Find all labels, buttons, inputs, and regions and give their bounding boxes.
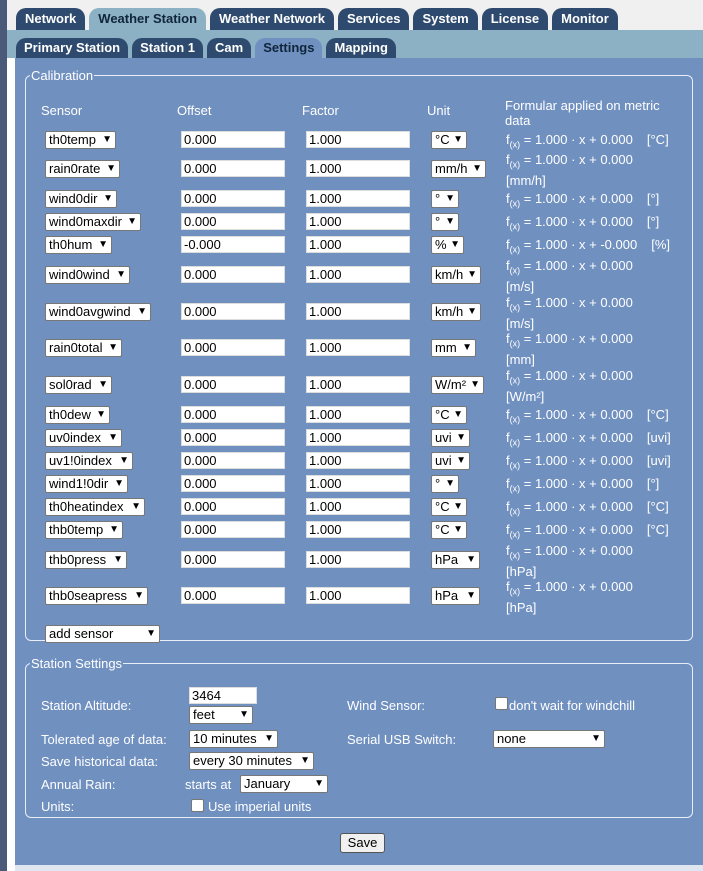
formula-text — [506, 132, 669, 153]
altitude-input[interactable]: 3464 — [189, 687, 257, 704]
chevron-down-icon: ▼ — [467, 269, 477, 280]
sensor-select[interactable] — [45, 521, 123, 539]
unit-value: uvi — [435, 453, 452, 468]
formula-text — [506, 407, 669, 428]
unit-select[interactable] — [431, 236, 464, 254]
chevron-down-icon: ▼ — [467, 306, 477, 317]
formula-f: f — [506, 258, 510, 273]
factor-input[interactable]: 1.000 — [306, 498, 410, 515]
offset-input[interactable]: 0.000 — [181, 131, 285, 148]
unit-value: ° — [435, 191, 441, 206]
formula-unit: [°C] — [646, 132, 669, 147]
header-formula-line2: data — [505, 113, 531, 128]
chevron-down-icon: ▼ — [119, 455, 129, 466]
formula-expression: = 1.000 · x + 0.000 — [520, 214, 633, 229]
annual-rain-month-value: January — [244, 776, 291, 791]
formula-text — [506, 476, 659, 497]
chevron-down-icon: ▼ — [98, 379, 108, 390]
formula-sub: (x) — [509, 550, 521, 561]
unit-select[interactable] — [431, 376, 484, 394]
sensor-value: th0hum — [49, 237, 93, 252]
formula-text — [506, 191, 659, 212]
sensor-value: rain0rate — [49, 161, 101, 176]
offset-input[interactable]: -0.000 — [181, 236, 285, 253]
unit-value: W/m² — [435, 377, 467, 392]
formula-sub: (x) — [509, 414, 521, 425]
unit-select[interactable] — [431, 406, 467, 424]
factor-input[interactable]: 1.000 — [306, 303, 410, 320]
chevron-down-icon: ▼ — [131, 501, 141, 512]
formula-unit: [uvi] — [646, 430, 671, 445]
offset-input[interactable]: 0.000 — [181, 429, 285, 446]
header-formula-line1: Formular applied on metric — [505, 98, 660, 113]
formula-unit: [m/s] — [506, 315, 535, 331]
offset-input[interactable]: 0.000 — [181, 498, 285, 515]
factor-input[interactable]: 1.000 — [306, 452, 410, 469]
formula-expression: = 1.000 · x + 0.000 — [520, 522, 633, 537]
units-label: Units: — [41, 799, 75, 814]
sensor-value: th0temp — [49, 132, 96, 147]
unit-select[interactable] — [431, 551, 480, 569]
formula-text — [506, 152, 633, 188]
save-button[interactable]: Save — [340, 833, 385, 853]
formula-text — [506, 295, 633, 331]
chevron-down-icon: ▼ — [146, 628, 156, 639]
unit-select[interactable] — [431, 213, 459, 231]
tab-weather-network[interactable]: Weather Network — [210, 8, 334, 30]
formula-sub: (x) — [509, 244, 521, 255]
formula-expression: = 1.000 · x + 0.000 — [520, 499, 633, 514]
formula-expression: = 1.000 · x + 0.000 — [520, 152, 633, 167]
formula-f: f — [506, 214, 510, 229]
offset-input[interactable]: 0.000 — [181, 213, 285, 230]
unit-value: km/h — [435, 267, 464, 282]
chevron-down-icon: ▼ — [127, 216, 137, 227]
sensor-value: wind0maxdir — [49, 214, 122, 229]
calibration-row — [26, 429, 694, 447]
sensor-select[interactable] — [45, 452, 133, 470]
header-formula — [505, 98, 660, 128]
unit-value: ° — [435, 214, 441, 229]
station-settings-fieldset — [25, 656, 693, 818]
formula-text — [506, 331, 633, 367]
header-unit: Unit — [427, 103, 451, 118]
unit-select[interactable] — [431, 303, 481, 321]
sensor-value: wind0dir — [49, 191, 98, 206]
formula-unit: [°] — [646, 191, 660, 206]
chevron-down-icon: ▼ — [470, 379, 480, 390]
formula-f: f — [506, 543, 510, 558]
chevron-down-icon: ▼ — [314, 778, 324, 789]
station-settings-legend: Station Settings — [31, 656, 123, 671]
chevron-down-icon: ▼ — [114, 478, 124, 489]
chevron-down-icon: ▼ — [116, 269, 126, 280]
chevron-down-icon: ▼ — [450, 239, 460, 250]
chevron-down-icon: ▼ — [106, 163, 116, 174]
unit-select[interactable] — [431, 521, 467, 539]
formula-expression: = 1.000 · x + 0.000 — [520, 295, 633, 310]
chevron-down-icon: ▼ — [445, 193, 455, 204]
formula-f: f — [506, 368, 510, 383]
formula-text — [506, 522, 669, 543]
chevron-down-icon: ▼ — [453, 134, 463, 145]
formula-f: f — [506, 331, 510, 346]
chevron-down-icon: ▼ — [456, 432, 466, 443]
formula-expression: = 1.000 · x + 0.000 — [520, 543, 633, 558]
chevron-down-icon: ▼ — [445, 216, 455, 227]
sensor-select[interactable] — [45, 236, 112, 254]
offset-input[interactable]: 0.000 — [181, 521, 285, 538]
chevron-down-icon: ▼ — [137, 306, 147, 317]
left-rail — [0, 0, 7, 871]
unit-value: mm — [435, 340, 457, 355]
formula-sub: (x) — [509, 375, 521, 386]
sensor-select[interactable] — [45, 160, 120, 178]
altitude-unit-value: feet — [193, 707, 215, 722]
formula-sub: (x) — [509, 460, 521, 471]
calibration-fieldset — [25, 68, 693, 641]
chevron-down-icon: ▼ — [453, 409, 463, 420]
formula-unit: [hPa] — [506, 599, 537, 615]
subtab-station-1[interactable]: Station 1 — [132, 38, 203, 58]
header-offset: Offset — [177, 103, 212, 118]
annual-rain-label: Annual Rain: — [41, 777, 116, 792]
offset-input[interactable]: 0.000 — [181, 303, 285, 320]
chevron-down-icon: ▼ — [456, 455, 466, 466]
formula-f: f — [506, 453, 510, 468]
calibration-row — [26, 236, 694, 254]
unit-value: °C — [435, 132, 450, 147]
formula-expression: = 1.000 · x + 0.000 — [520, 579, 633, 594]
unit-select[interactable] — [431, 339, 476, 357]
factor-input[interactable]: 1.000 — [306, 521, 410, 538]
formula-expression: = 1.000 · x + 0.000 — [520, 476, 633, 491]
formula-unit: [W/m²] — [506, 388, 545, 404]
formula-text — [506, 543, 633, 579]
sensor-value: wind0wind — [49, 267, 110, 282]
sensor-select[interactable] — [45, 131, 116, 149]
formula-expression: = 1.000 · x + 0.000 — [520, 258, 633, 273]
formula-expression: = 1.000 · x + 0.000 — [520, 453, 633, 468]
calibration-row — [26, 521, 694, 539]
historical-data-value: every 30 minutes — [193, 753, 292, 768]
formula-f: f — [506, 295, 510, 310]
altitude-unit-select[interactable] — [189, 706, 253, 724]
wind-sensor-label: Wind Sensor: — [347, 698, 426, 713]
chevron-down-icon: ▼ — [108, 432, 118, 443]
bottom-bar — [15, 865, 703, 871]
factor-input[interactable]: 1.000 — [306, 587, 410, 604]
formula-text — [506, 258, 633, 294]
sensor-value: thb0press — [49, 552, 107, 567]
offset-input[interactable]: 0.000 — [181, 475, 285, 492]
unit-select[interactable] — [431, 190, 459, 208]
sensor-select[interactable] — [45, 266, 130, 284]
unit-value: hPa — [435, 552, 459, 567]
unit-select[interactable] — [431, 266, 481, 284]
windchill-checkbox[interactable] — [495, 697, 508, 710]
formula-unit: [°C] — [646, 499, 669, 514]
chevron-down-icon: ▼ — [102, 134, 112, 145]
offset-input[interactable]: 0.000 — [181, 452, 285, 469]
tab-network[interactable]: Network — [16, 8, 85, 30]
factor-input[interactable]: 1.000 — [306, 236, 410, 253]
formula-f: f — [506, 407, 510, 422]
unit-select[interactable] — [431, 498, 467, 516]
subtab-primary-station[interactable]: Primary Station — [16, 38, 128, 58]
formula-f: f — [506, 579, 510, 594]
chevron-down-icon: ▼ — [453, 524, 463, 535]
formula-unit: [°C] — [646, 407, 669, 422]
formula-f: f — [506, 499, 510, 514]
calibration-row — [26, 406, 694, 424]
unit-value: °C — [435, 522, 450, 537]
altitude-label: Station Altitude: — [41, 698, 132, 713]
chevron-down-icon: ▼ — [103, 193, 113, 204]
add-sensor-select[interactable] — [45, 625, 160, 643]
offset-input[interactable]: 0.000 — [181, 266, 285, 283]
factor-input[interactable]: 1.000 — [306, 475, 410, 492]
offset-input[interactable]: 0.000 — [181, 551, 285, 568]
chevron-down-icon: ▼ — [472, 163, 482, 174]
formula-unit: [mm] — [506, 351, 535, 367]
sensor-select[interactable] — [45, 587, 148, 605]
factor-input[interactable]: 1.000 — [306, 190, 410, 207]
offset-input[interactable]: 0.000 — [181, 376, 285, 393]
tolerated-age-select[interactable] — [189, 730, 278, 748]
unit-value: uvi — [435, 430, 452, 445]
unit-value: % — [435, 237, 447, 252]
unit-select[interactable] — [431, 475, 459, 493]
main-tabs — [16, 8, 618, 30]
sensor-value: thb0temp — [49, 522, 104, 537]
tab-services[interactable]: Services — [338, 8, 410, 30]
formula-sub: (x) — [509, 338, 521, 349]
formula-unit: [°] — [646, 214, 660, 229]
factor-input[interactable]: 1.000 — [306, 213, 410, 230]
factor-input[interactable]: 1.000 — [306, 376, 410, 393]
offset-input[interactable]: 0.000 — [181, 190, 285, 207]
formula-text — [506, 237, 670, 258]
formula-unit: [hPa] — [506, 563, 537, 579]
unit-select[interactable] — [431, 160, 486, 178]
formula-sub: (x) — [509, 159, 521, 170]
formula-sub: (x) — [509, 221, 521, 232]
formula-unit: [mm/h] — [506, 172, 546, 188]
sensor-value: wind0avgwind — [49, 304, 131, 319]
header-factor: Factor — [302, 103, 339, 118]
sensor-select[interactable] — [45, 303, 151, 321]
unit-value: °C — [435, 407, 450, 422]
sensor-select[interactable] — [45, 339, 122, 357]
formula-expression: = 1.000 · x + 0.000 — [520, 191, 633, 206]
sensor-select[interactable] — [45, 406, 110, 424]
sensor-value: thb0seapress — [49, 588, 128, 603]
formula-sub: (x) — [509, 586, 521, 597]
factor-input[interactable]: 1.000 — [306, 551, 410, 568]
historical-data-select[interactable] — [189, 752, 314, 770]
offset-input[interactable]: 0.000 — [181, 587, 285, 604]
chevron-down-icon: ▼ — [239, 709, 249, 720]
sensor-value: rain0total — [49, 340, 103, 355]
sensor-value: uv0index — [49, 430, 102, 445]
sensor-value: uv1!0index — [49, 453, 112, 468]
formula-f: f — [506, 522, 510, 537]
add-sensor-value: add sensor — [49, 626, 114, 641]
header-sensor: Sensor — [41, 103, 83, 118]
factor-input[interactable]: 1.000 — [306, 266, 410, 283]
formula-f: f — [506, 132, 510, 147]
unit-select[interactable] — [431, 587, 480, 605]
serial-usb-label: Serial USB Switch: — [347, 732, 457, 747]
formula-unit: [uvi] — [646, 453, 671, 468]
formula-expression: = 1.000 · x + 0.000 — [520, 132, 633, 147]
chevron-down-icon: ▼ — [98, 239, 108, 250]
calibration-row — [26, 475, 694, 493]
formula-expression: = 1.000 · x + 0.000 — [520, 430, 633, 445]
sensor-select[interactable] — [45, 376, 112, 394]
formula-text — [506, 430, 671, 451]
tab-license[interactable]: License — [482, 8, 548, 30]
sensor-select[interactable] — [45, 475, 128, 493]
unit-select[interactable] — [431, 131, 467, 149]
formula-text — [506, 579, 633, 615]
chevron-down-icon: ▼ — [108, 342, 118, 353]
starts-at-label: starts at — [185, 777, 232, 792]
formula-text — [506, 453, 671, 474]
serial-usb-value: none — [497, 731, 526, 746]
formula-text — [506, 499, 669, 520]
windchill-label: don't wait for windchill — [509, 698, 636, 713]
formula-sub: (x) — [509, 198, 521, 209]
chevron-down-icon: ▼ — [264, 733, 274, 744]
sensor-value: th0heatindex — [49, 499, 124, 514]
subtab-mapping[interactable]: Mapping — [326, 38, 395, 58]
imperial-units-label: Use imperial units — [208, 799, 312, 814]
formula-text — [506, 368, 633, 404]
chevron-down-icon: ▼ — [96, 409, 106, 420]
offset-input[interactable]: 0.000 — [181, 160, 285, 177]
formula-expression: = 1.000 · x + 0.000 — [520, 368, 633, 383]
formula-f: f — [506, 430, 510, 445]
chevron-down-icon: ▼ — [134, 590, 144, 601]
chevron-down-icon: ▼ — [462, 342, 472, 353]
tolerated-age-label: Tolerated age of data: — [41, 732, 167, 747]
calibration-row — [26, 190, 694, 208]
tab-system[interactable]: System — [413, 8, 477, 30]
formula-f: f — [506, 476, 510, 491]
factor-input[interactable]: 1.000 — [306, 339, 410, 356]
unit-select[interactable] — [431, 452, 470, 470]
sensor-select[interactable] — [45, 190, 117, 208]
sensor-select[interactable] — [45, 213, 141, 231]
chevron-down-icon: ▼ — [466, 590, 476, 601]
chevron-down-icon: ▼ — [300, 755, 310, 766]
unit-value: km/h — [435, 304, 464, 319]
calibration-row — [26, 131, 694, 149]
serial-usb-select[interactable] — [493, 730, 605, 748]
formula-unit: [%] — [651, 237, 670, 252]
calibration-legend: Calibration — [31, 68, 94, 83]
factor-input[interactable]: 1.000 — [306, 160, 410, 177]
sub-tabs — [16, 38, 396, 58]
offset-input[interactable]: 0.000 — [181, 406, 285, 423]
chevron-down-icon: ▼ — [109, 524, 119, 535]
formula-unit: [°C] — [646, 522, 669, 537]
settings-panel — [15, 58, 703, 871]
calibration-row — [26, 498, 694, 516]
formula-sub: (x) — [509, 302, 521, 313]
unit-value: hPa — [435, 588, 459, 603]
imperial-units-checkbox[interactable] — [191, 799, 204, 812]
formula-text — [506, 214, 659, 235]
tab-weather-station[interactable]: Weather Station — [89, 8, 206, 30]
formula-sub: (x) — [509, 506, 521, 517]
sensor-value: wind1!0dir — [49, 476, 109, 491]
factor-input[interactable]: 1.000 — [306, 429, 410, 446]
unit-value: mm/h — [435, 161, 468, 176]
formula-sub: (x) — [509, 265, 521, 276]
formula-sub: (x) — [509, 483, 521, 494]
formula-expression: = 1.000 · x + 0.000 — [520, 407, 633, 422]
unit-value: ° — [435, 476, 441, 491]
tolerated-age-value: 10 minutes — [193, 731, 257, 746]
sensor-value: th0dew — [49, 407, 91, 422]
sensor-value: sol0rad — [49, 377, 92, 392]
formula-f: f — [506, 237, 510, 252]
formula-unit: [°] — [646, 476, 660, 491]
formula-f: f — [506, 191, 510, 206]
tab-monitor[interactable]: Monitor — [552, 8, 618, 30]
formula-f: f — [506, 152, 510, 167]
chevron-down-icon: ▼ — [466, 554, 476, 565]
chevron-down-icon: ▼ — [113, 554, 123, 565]
sensor-select[interactable] — [45, 498, 145, 516]
formula-expression: = 1.000 · x + 0.000 — [520, 331, 633, 346]
chevron-down-icon: ▼ — [453, 501, 463, 512]
factor-input[interactable]: 1.000 — [306, 131, 410, 148]
formula-expression: = 1.000 · x + -0.000 — [520, 237, 638, 252]
formula-sub: (x) — [509, 139, 521, 150]
unit-value: °C — [435, 499, 450, 514]
calibration-row — [26, 213, 694, 231]
chevron-down-icon: ▼ — [591, 733, 601, 744]
sensor-select[interactable] — [45, 429, 122, 447]
formula-unit: [m/s] — [506, 278, 535, 294]
factor-input[interactable]: 1.000 — [306, 406, 410, 423]
sensor-select[interactable] — [45, 551, 127, 569]
formula-sub: (x) — [509, 529, 521, 540]
formula-sub: (x) — [509, 437, 521, 448]
subtab-settings[interactable]: Settings — [255, 38, 322, 58]
calibration-row — [26, 452, 694, 470]
subtab-cam[interactable]: Cam — [207, 38, 251, 58]
historical-data-label: Save historical data: — [41, 754, 159, 769]
offset-input[interactable]: 0.000 — [181, 339, 285, 356]
chevron-down-icon: ▼ — [445, 478, 455, 489]
annual-rain-month-select[interactable] — [240, 775, 328, 793]
unit-select[interactable] — [431, 429, 470, 447]
